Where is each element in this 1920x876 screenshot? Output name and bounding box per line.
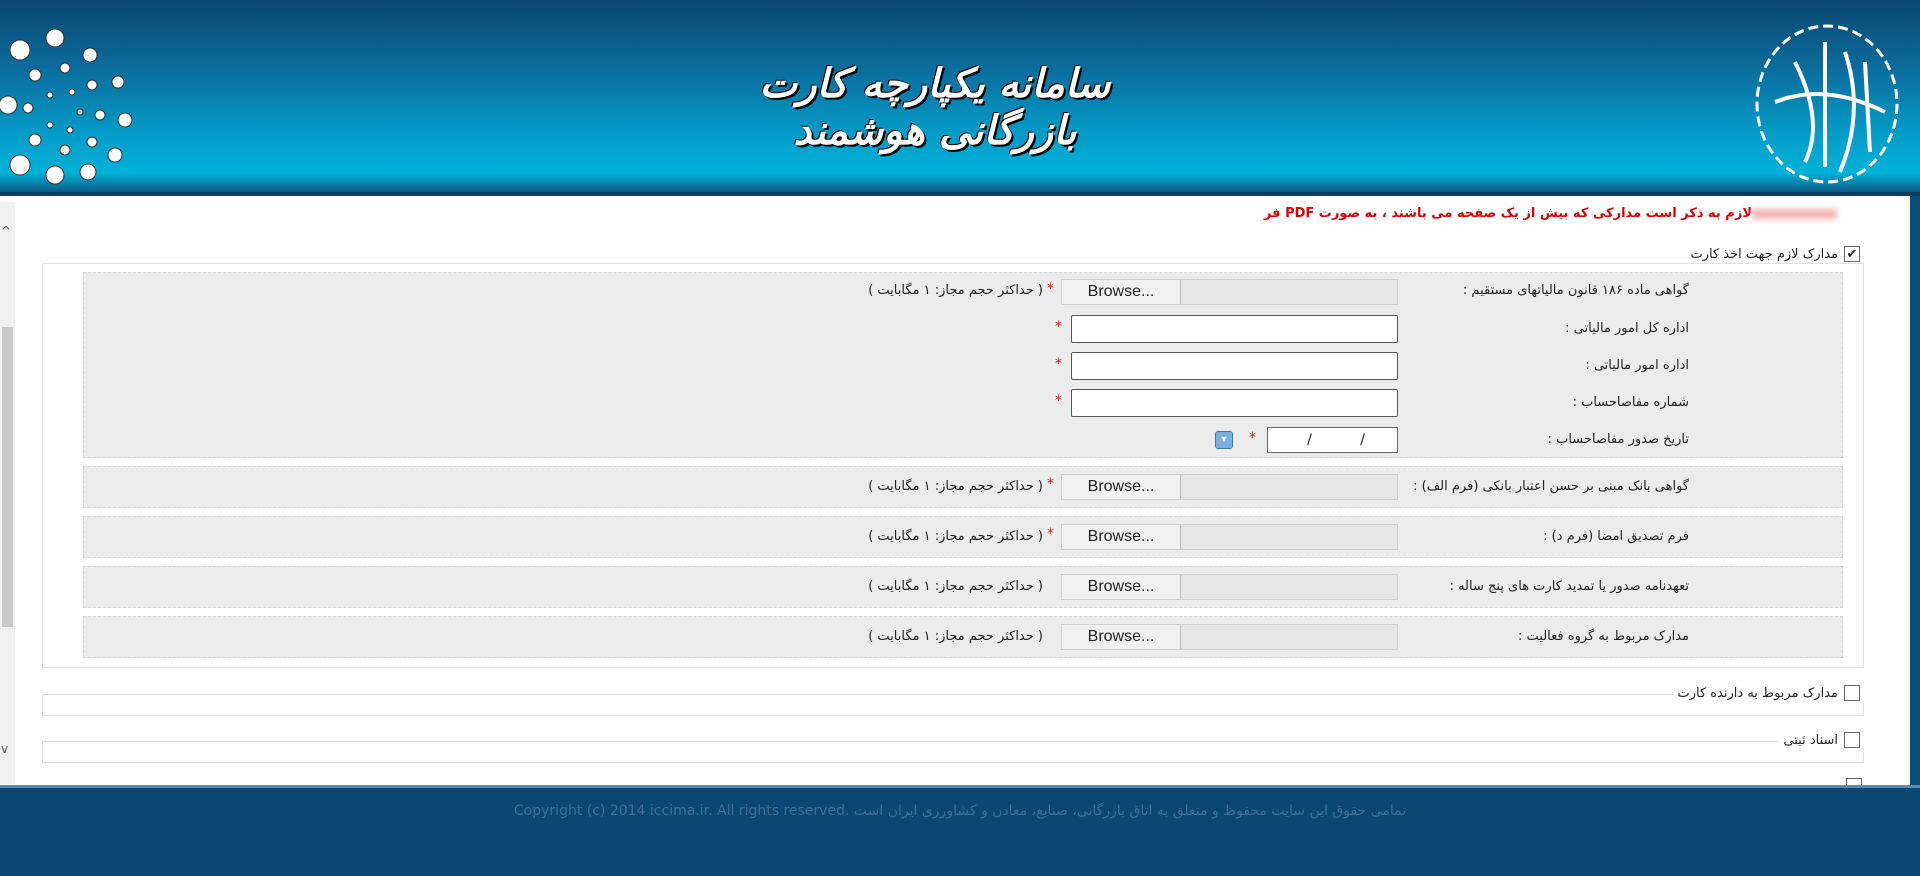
upload-label: فرم تصدیق امضا (فرم د) : [1543,529,1689,544]
tax-file-label: گواهی ماده ۱۸۶ قانون مالیاتهای مستقیم : [1462,283,1689,298]
max-size-note: ( حداکثر حجم مجاز: ۱ مگابایت ) [868,479,1043,494]
file-input[interactable] [1061,574,1398,600]
next-section-checkbox[interactable] [1846,778,1862,785]
tax-office-input[interactable] [1071,352,1398,380]
tax-certificate-section [83,272,1843,458]
general-office-label: اداره کل امور مالیاتی : [1565,321,1689,336]
pdf-note-text: لازم به ذکر است مدارکی که بیش از یک صفحه می باشند ، به صورت PDF فر [1263,206,1752,221]
site-title: سامانه یکپارچه کارت بازرگانی هوشمند [759,60,1111,154]
max-size-note: ( حداکثر حجم مجاز: ۱ مگابایت ) [868,629,1043,644]
fieldset-registry-docs [42,741,1864,763]
required-mark: * [1047,526,1054,542]
scrollbar[interactable] [0,202,15,784]
tax-office-label: اداره امور مالیاتی : [1585,358,1689,373]
copyright-text: تمامی حقوق این سایت محفوظ و متعلق به اتاق بازرگانی، صنایع، معادن و کشاورزی ایران است .Copyright (c) 2014 iccima.ir. All rights reserved [513,803,1407,819]
fieldset-holder-docs [42,694,1864,716]
browse-button[interactable]: Browse... [1062,525,1181,549]
upload-row [83,466,1843,508]
right-border [1910,196,1920,785]
max-size-note: ( حداکثر حجم مجاز: ۱ مگابایت ) [868,529,1043,544]
required-mark: * [1055,319,1062,335]
upload-row [83,566,1843,608]
clearance-date-label: تاریخ صدور مفاصاحساب : [1547,432,1689,447]
upload-row [83,516,1843,558]
clearance-number-input[interactable] [1071,389,1398,417]
upload-label: مدارک مربوط به گروه فعالیت : [1518,629,1689,644]
legend-label: مدارک لازم جهت اخذ کارت [1690,246,1838,262]
file-input[interactable] [1061,524,1398,550]
upload-label: گواهی بانک مبنی بر حسن اعتبار بانکی (فرم الف) : [1413,479,1689,494]
browse-button[interactable]: Browse... [1062,625,1181,649]
scrollbar-thumb[interactable] [2,327,13,627]
site-header [0,0,1920,196]
upload-row [83,616,1843,658]
logo-dots-icon [0,20,140,185]
legend-registry-docs [1779,732,1864,748]
upload-label: تعهدنامه صدور یا تمدید کارت های پنج ساله : [1449,579,1689,594]
legend-label: مدارک مربوط به دارنده کارت [1677,685,1838,701]
clearance-number-label: شماره مفاصاحساب : [1572,395,1689,410]
legend-holder-docs [1673,685,1864,701]
scroll-down-icon[interactable]: v [1,742,9,756]
required-mark: * [1047,476,1054,492]
scroll-up-icon[interactable]: ^ [1,224,12,238]
legend-label: اسناد ثبتی [1783,732,1838,748]
required-mark: * [1249,430,1256,446]
required-mark: * [1047,281,1054,297]
calendar-icon[interactable]: ▾ [1215,431,1233,449]
legend-required-docs [1686,246,1864,262]
required-docs-checkbox[interactable]: ✔ [1844,246,1860,262]
blurred-text [1752,209,1837,219]
max-size-note: ( حداکثر حجم مجاز: ۱ مگابایت ) [868,283,1043,298]
pdf-note [1264,206,1837,221]
max-size-note: ( حداکثر حجم مجاز: ۱ مگابایت ) [868,579,1043,594]
required-mark: * [1055,356,1062,372]
general-office-input[interactable] [1071,315,1398,343]
bismillah-emblem-icon [1745,22,1910,187]
file-input[interactable] [1061,624,1398,650]
browse-button[interactable]: Browse... [1062,575,1181,599]
registry-docs-checkbox[interactable] [1844,732,1860,748]
file-input[interactable] [1061,474,1398,500]
tax-file-input[interactable] [1061,279,1398,305]
footer [0,785,1920,876]
clearance-date-input[interactable]: / / [1267,427,1398,453]
browse-button[interactable]: Browse... [1062,475,1181,499]
holder-docs-checkbox[interactable] [1844,685,1860,701]
required-mark: * [1055,393,1062,409]
browse-button[interactable]: Browse... [1062,280,1181,304]
